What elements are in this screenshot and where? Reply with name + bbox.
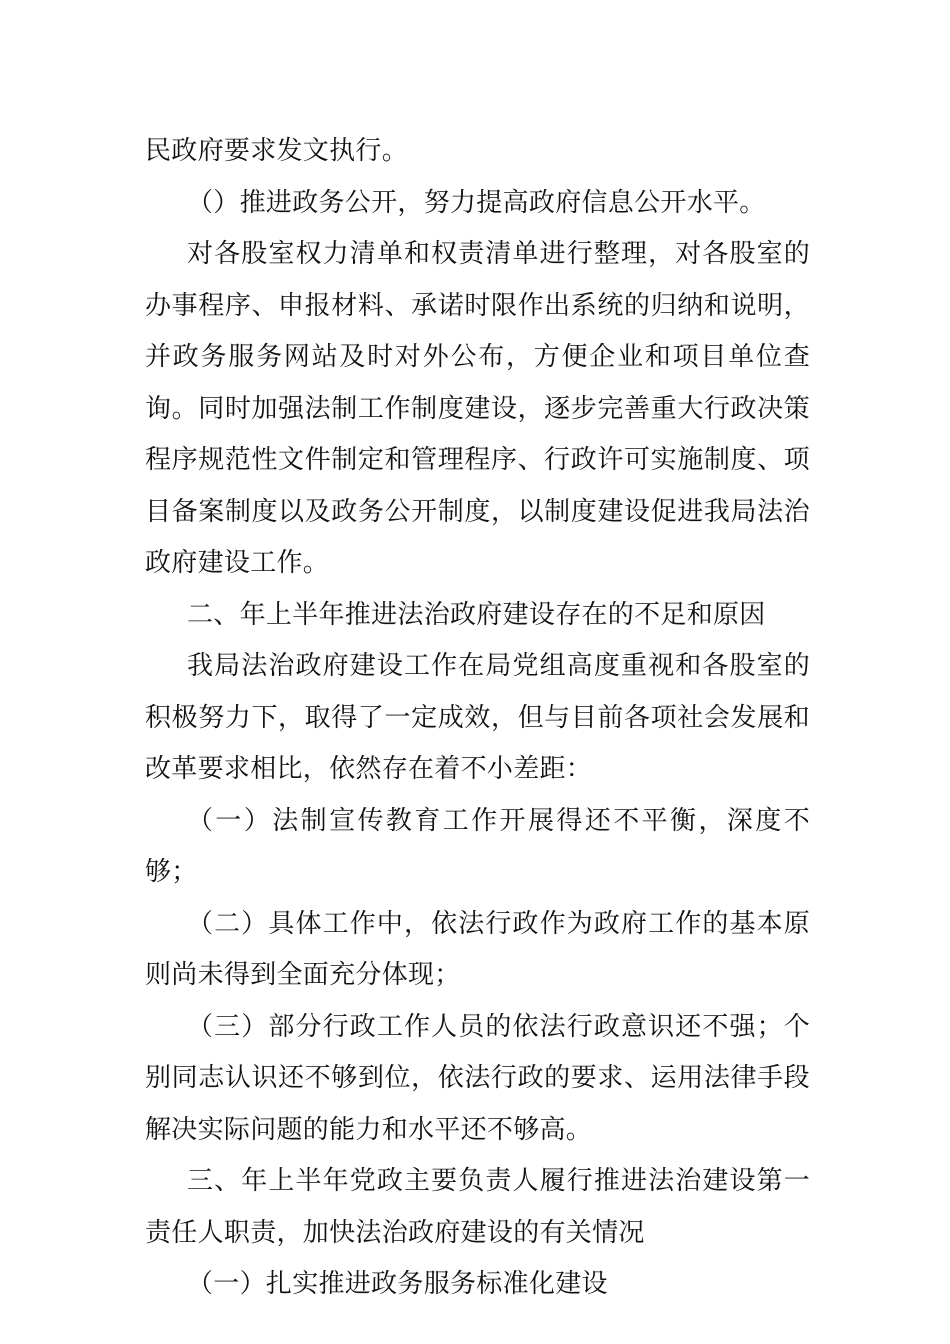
paragraph-subheading-open-government: （）推进政务公开，努力提高政府信息公开水平。: [187, 187, 766, 218]
list-item-2: （二）具体工作中，依法行政作为政府工作的基本原则尚未得到全面充分体现；: [145, 908, 810, 990]
paragraph-shortcomings-intro: 我局法治政府建设工作在局党组高度重视和各股室的积极努力下，取得了一定成效，但与目前各项社会发展和改革要求相比，依然存在着不小差距：: [145, 651, 810, 784]
section-heading-shortcomings: 二、年上半年推进法治政府建设存在的不足和原因: [187, 599, 766, 630]
subheading-standardization: （一）扎实推进政务服务标准化建设: [187, 1269, 608, 1299]
document-body: [145, 126, 810, 1311]
paragraph-continuation: 民政府要求发文执行。: [145, 136, 409, 166]
paragraph-power-list: 对各股室权力清单和权责清单进行整理，对各股室的办事程序、申报材料、承诺时限作出系统的归纳和说明，并政务服务网站及时对外公布，方便企业和项目单位查询。同时加强法制工作制度建设，逐步完善重大行政决策程序规范性文件制定和管理程序、行政许可实施制度、项目备案制度以及政务公开制度，以制度建设促进我局法治政府建设工作。: [145, 239, 810, 578]
list-item-3: （三）部分行政工作人员的依法行政意识还不强；个别同志认识还不够到位，依法行政的要求、运用法律手段解决实际问题的能力和水平还不够高。: [145, 1011, 810, 1145]
list-item-1: （一）法制宣传教育工作开展得还不平衡，深度不够；: [145, 805, 810, 887]
section-heading-responsibility: 三、年上半年党政主要负责人履行推进法治建设第一责任人职责，加快法治政府建设的有关情况: [145, 1166, 810, 1248]
